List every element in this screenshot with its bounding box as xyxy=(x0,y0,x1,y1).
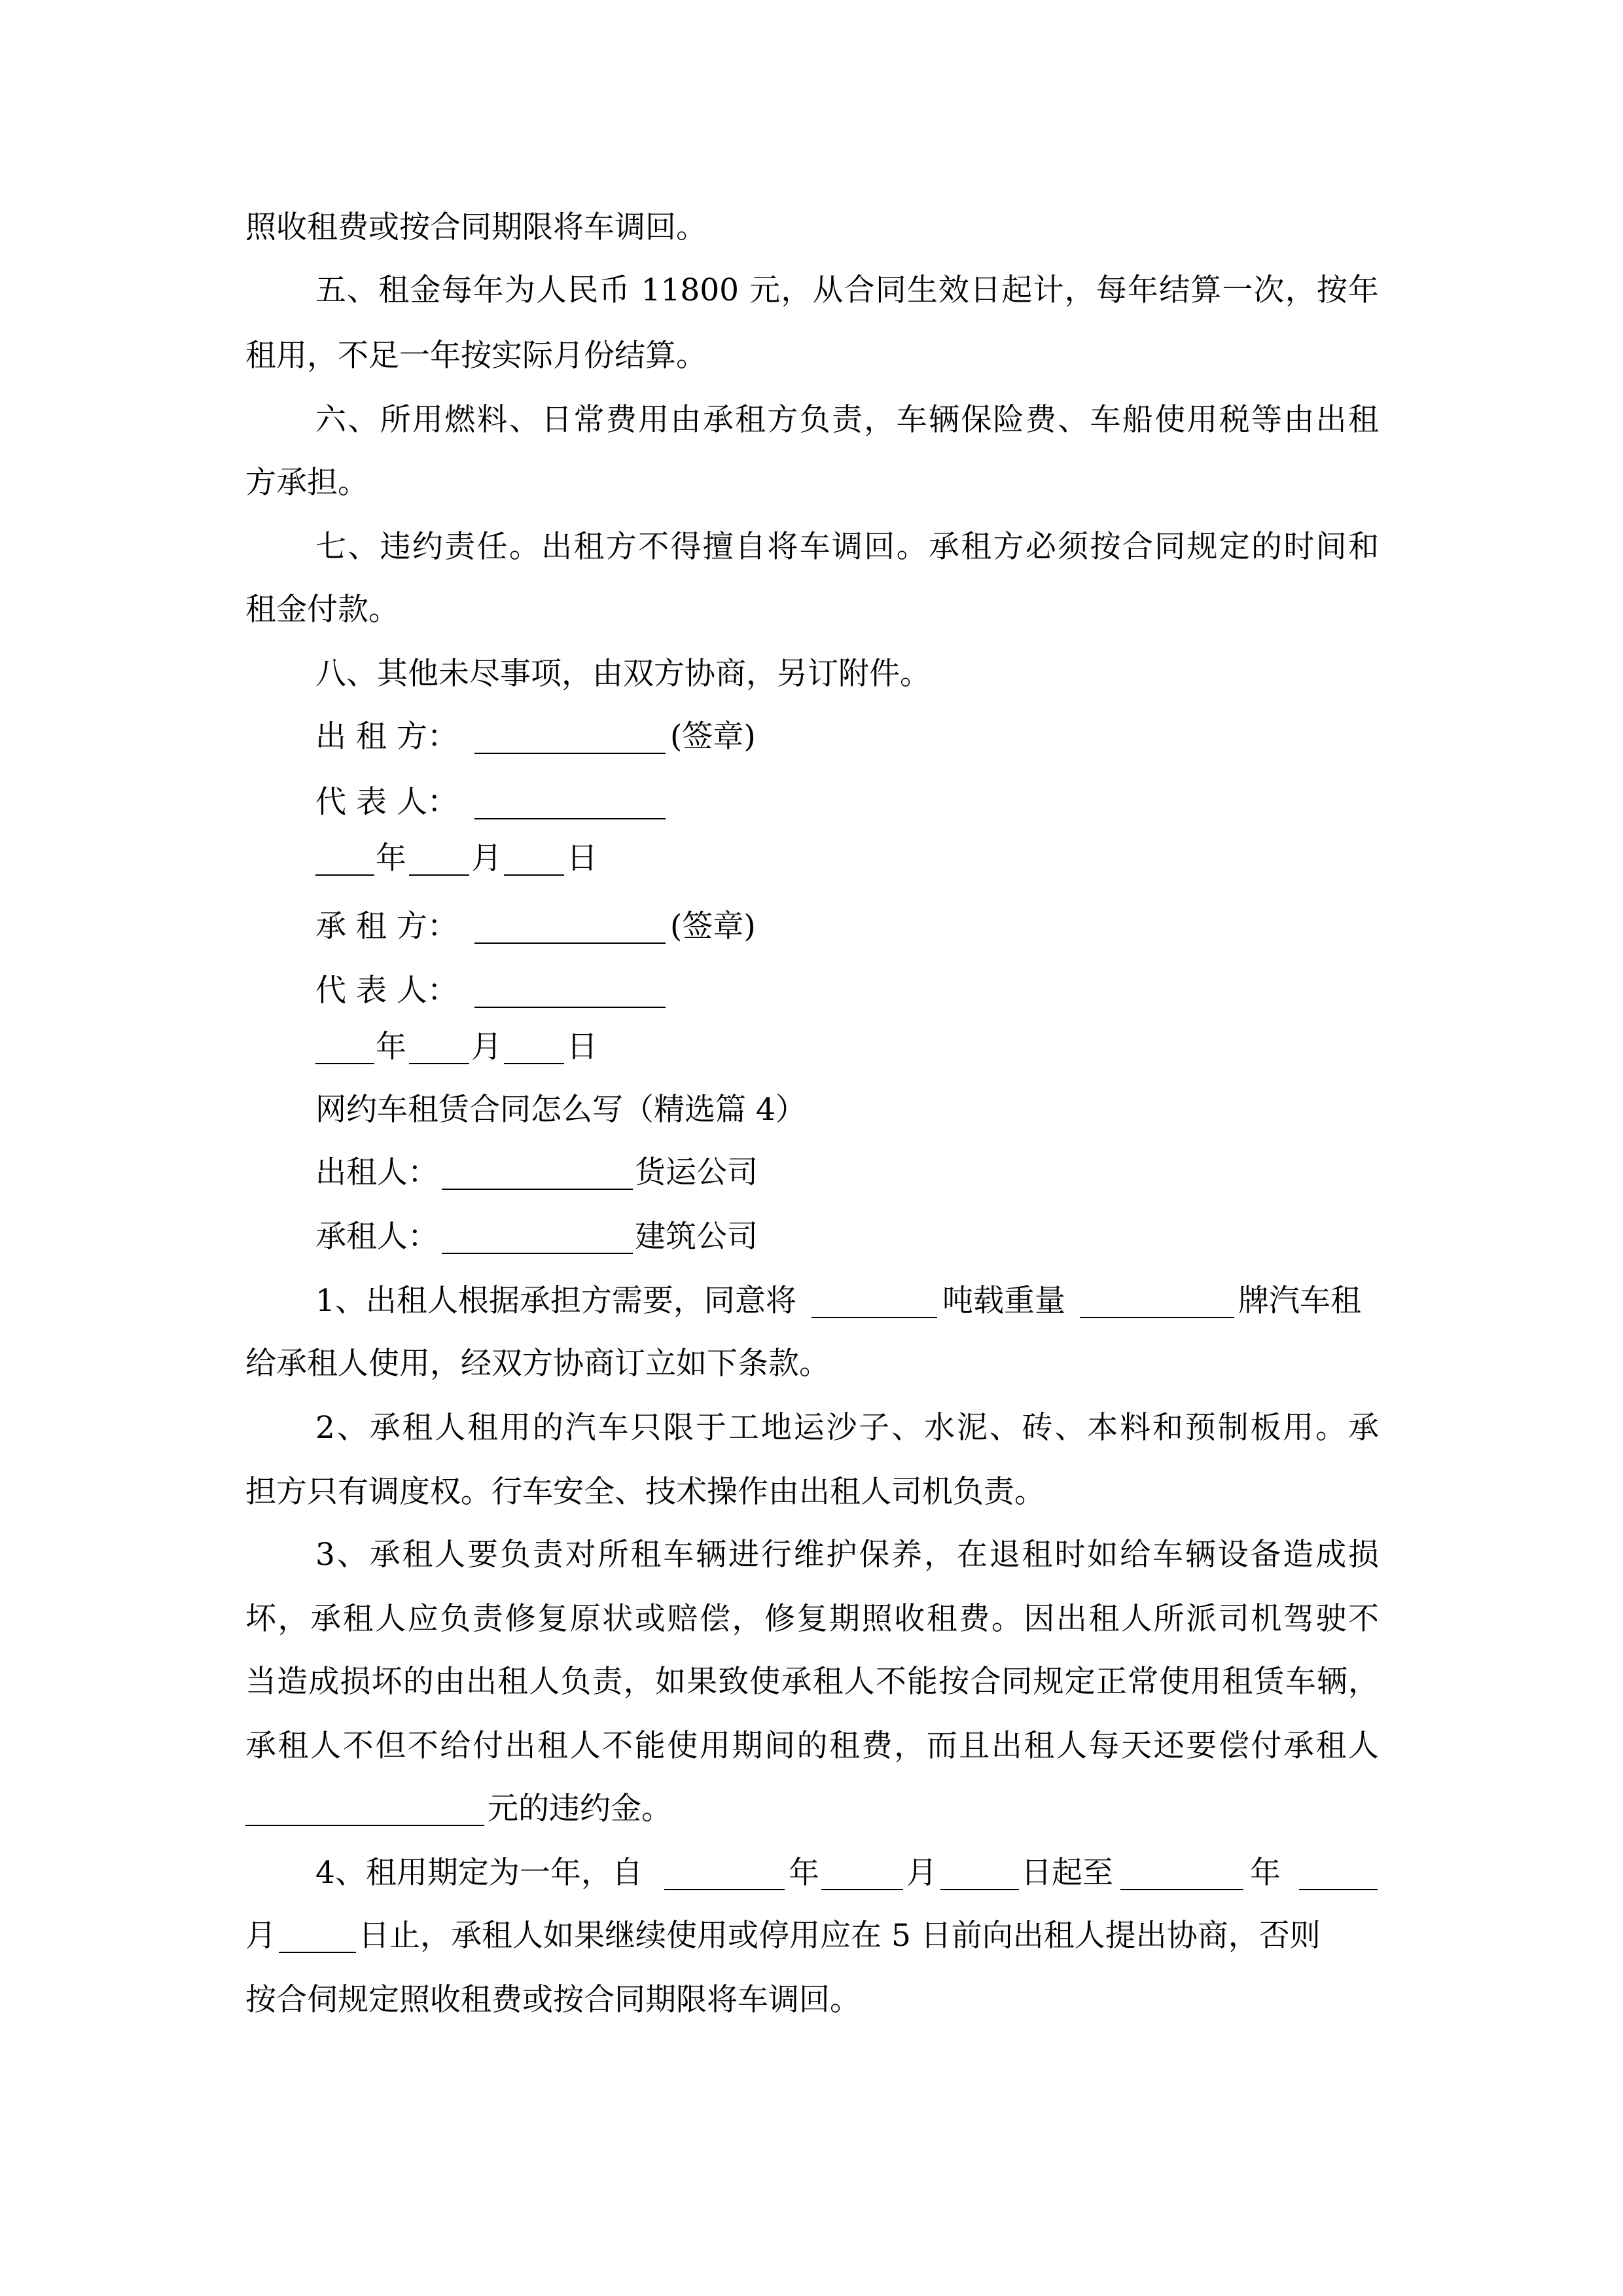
clause-1-line-1-end: 牌汽车租 xyxy=(1238,1283,1361,1319)
start-year-label: 年 xyxy=(789,1855,819,1891)
lessee-month-blank xyxy=(409,1034,469,1064)
clause-3-line-4: 承租人不但不给付出租人不能使用期间的租费，而且出租人每天还要偿付承租人 xyxy=(245,1728,1379,1764)
clause-1-line-1-mid: 吨载重量 xyxy=(942,1283,1065,1319)
lessor-party-label: 出租人： xyxy=(315,1155,438,1191)
end-month-label: 月 xyxy=(245,1918,276,1954)
clause-1-line-2: 给承租人使用，经双方协商订立如下条款。 xyxy=(245,1346,830,1382)
clause-5-line-1: 五、租金每年为人民币 11800 元，从合同生效日起计，每年结算一次，按年 xyxy=(315,272,1379,308)
lessor-label: 出 租 方： xyxy=(315,719,458,755)
clause-4-line-2: 日止，承租人如果继续使用或停用应在 5 日前向出租人提出协商，否则 xyxy=(359,1918,1321,1954)
lessee-rep-blank xyxy=(474,978,666,1008)
penalty-amount-blank xyxy=(245,1796,484,1826)
section-heading: 网约车租赁合同怎么写（精选篇 4） xyxy=(315,1092,806,1128)
end-year-blank xyxy=(1120,1860,1243,1890)
paragraph-line: 照收租费或按合同期限将车调回。 xyxy=(245,209,707,245)
lessor-day-label: 日 xyxy=(567,840,597,876)
lessor-party-suffix: 货运公司 xyxy=(635,1155,758,1191)
lessee-year-label: 年 xyxy=(376,1029,406,1065)
clause-1-line-1-start: 1、出租人根据承担方需要，同意将 xyxy=(315,1283,796,1319)
lessee-year-blank xyxy=(315,1034,374,1064)
lessor-month-label: 月 xyxy=(471,840,502,876)
lessee-seal-label: (签章) xyxy=(670,908,756,944)
start-month-blank xyxy=(821,1860,903,1890)
clause-5-line-2: 租用，不足一年按实际月份结算。 xyxy=(245,338,707,374)
lessor-month-blank xyxy=(409,846,469,876)
lessor-signature-blank xyxy=(474,724,666,754)
lessee-signature-blank xyxy=(474,914,666,944)
end-month-blank xyxy=(1299,1860,1378,1890)
clause-2-line-2: 担方只有调度权。行车安全、技术操作由出租人司机负责。 xyxy=(245,1474,1045,1510)
start-month-label: 月 xyxy=(906,1855,937,1891)
clause-7-line-1: 七、违约责任。出租方不得擅自将车调回。承租方必须按合同规定的时间和 xyxy=(315,529,1379,565)
lessee-party-suffix: 建筑公司 xyxy=(635,1219,758,1255)
lessee-label: 承 租 方： xyxy=(315,908,458,944)
end-year-label: 年 xyxy=(1250,1855,1281,1891)
clause-3-line-1: 3、承租人要负责对所租车辆进行维护保养，在退租时如给车辆设备造成损 xyxy=(315,1537,1379,1573)
lessor-seal-label: (签章) xyxy=(670,719,756,755)
start-year-blank xyxy=(664,1860,785,1890)
lessee-day-label: 日 xyxy=(567,1029,597,1065)
clause-7-line-2: 租金付款。 xyxy=(245,592,399,628)
start-day-blank xyxy=(940,1860,1019,1890)
lessee-day-blank xyxy=(504,1034,564,1064)
lessor-rep-label: 代 表 人： xyxy=(315,784,458,820)
clause-2-line-1: 2、承租人租用的汽车只限于工地运沙子、水泥、砖、本料和预制板用。承 xyxy=(315,1410,1379,1446)
clause-4-line-3: 按合伺规定照收租费或按合同期限将车调回。 xyxy=(245,1982,861,2018)
start-day-label: 日起至 xyxy=(1021,1855,1113,1891)
clause-3-line-3: 当造成损坏的由出租人负责，如果致使承租人不能按合同规定正常使用租赁车辆， xyxy=(245,1664,1379,1700)
clause-8-line: 八、其他未尽事项，由双方协商，另订附件。 xyxy=(315,656,931,692)
lessor-party-blank xyxy=(442,1160,633,1190)
lessee-rep-label: 代 表 人： xyxy=(315,973,458,1009)
clause-6-line-2: 方承担。 xyxy=(245,465,368,501)
lessee-party-blank xyxy=(442,1224,633,1254)
clause-3-line-2: 坏，承租人应负责修复原状或赔偿，修复期照收租费。因出租人所派司机驾驶不 xyxy=(245,1601,1379,1637)
lessee-party-label: 承租人： xyxy=(315,1219,438,1255)
lessee-month-label: 月 xyxy=(471,1029,502,1065)
clause-3-line-5: 元的违约金。 xyxy=(488,1791,672,1827)
clause-4-line-1-start: 4、租用期定为一年，自 xyxy=(315,1855,643,1891)
brand-blank xyxy=(1080,1288,1234,1318)
end-day-blank xyxy=(279,1923,356,1953)
lessor-rep-blank xyxy=(474,789,666,819)
lessor-year-label: 年 xyxy=(376,840,406,876)
lessor-day-blank xyxy=(504,846,564,876)
tonnage-blank xyxy=(812,1288,937,1318)
clause-6-line-1: 六、所用燃料、日常费用由承租方负责，车辆保险费、车船使用税等由出租 xyxy=(315,402,1379,438)
lessor-year-blank xyxy=(315,846,374,876)
